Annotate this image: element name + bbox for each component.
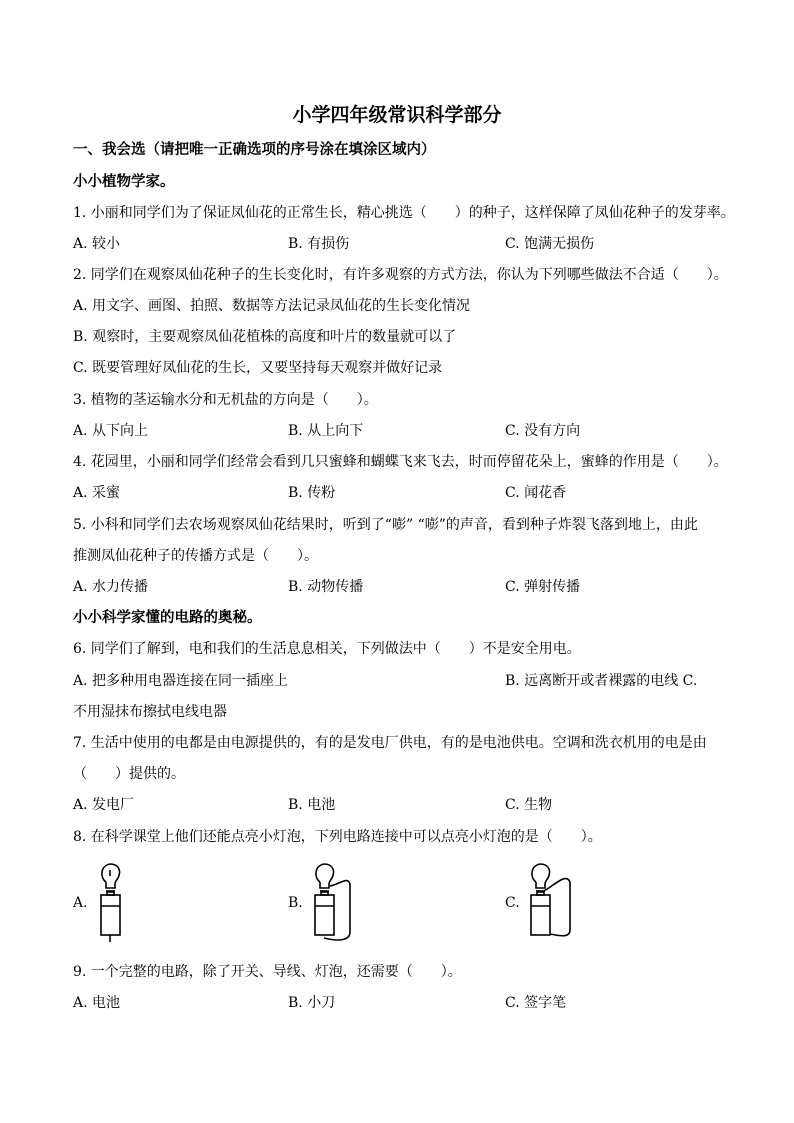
page-title: 小学四年级常识科学部分	[292, 104, 502, 126]
question-7-line2: （ ）提供的。	[73, 766, 185, 782]
q8-option-a[interactable]: A.	[73, 895, 88, 911]
subsection-circuits: 小小科学家懂的电路的奥秘。	[73, 610, 262, 626]
circuit-a-image	[96, 862, 130, 944]
q9-option-a[interactable]: A. 电池	[73, 995, 121, 1011]
q3-option-c[interactable]: C. 没有方向	[505, 423, 581, 439]
circuit-b-image	[310, 862, 356, 944]
question-8: 8. 在科学课堂上他们还能点亮小灯泡，下列电路连接中可以点亮小灯泡的是（ ）。	[73, 829, 602, 845]
q5-option-c[interactable]: C. 弹射传播	[505, 579, 581, 595]
q6-option-b[interactable]: B. 远离断开或者裸露的电线 C.	[505, 673, 698, 689]
question-9: 9. 一个完整的电路，除了开关、导线、灯泡，还需要（ ）。	[73, 964, 462, 980]
q5-option-b[interactable]: B. 动物传播	[288, 579, 364, 595]
q7-option-b[interactable]: B. 电池	[288, 797, 336, 813]
q9-option-c[interactable]: C. 签字笔	[505, 995, 567, 1011]
question-4: 4. 花园里，小丽和同学们经常会看到几只蜜蜂和蝴蝶飞来飞去，时而停留花朵上，蜜蜂的作用是（ ）。	[73, 454, 728, 470]
q4-option-c[interactable]: C. 闻花香	[505, 485, 567, 501]
question-1: 1. 小丽和同学们为了保证凤仙花的正常生长，精心挑选（ ）的种子，这样保障了凤仙花种子的发芽率。	[73, 205, 735, 221]
q3-option-b[interactable]: B. 从上向下	[288, 423, 364, 439]
q8-option-c[interactable]: C.	[505, 895, 520, 911]
q7-option-a[interactable]: A. 发电厂	[73, 797, 135, 813]
q4-option-a[interactable]: A. 采蜜	[73, 485, 121, 501]
q4-option-b[interactable]: B. 传粉	[288, 485, 336, 501]
q7-option-c[interactable]: C. 生物	[505, 797, 553, 813]
question-7-line1: 7. 生活中使用的电都是由电源提供的，有的是发电厂供电，有的是电池供电。空调和洗衣机用的电是由	[73, 735, 707, 751]
q1-option-b[interactable]: B. 有损伤	[288, 236, 350, 252]
q3-option-a[interactable]: A. 从下向上	[73, 423, 149, 439]
circuit-c-image	[526, 862, 576, 944]
section-heading: 一、我会选（请把唯一正确选项的序号涂在填涂区域内）	[73, 142, 436, 158]
q8-option-b[interactable]: B.	[288, 895, 303, 911]
question-5-line2: 推测凤仙花种子的传播方式是（ ）。	[73, 548, 318, 564]
question-6: 6. 同学们了解到，电和我们的生活息息相关，下列做法中（ ）不是安全用电。	[73, 641, 581, 657]
subsection-plants: 小小植物学家。	[73, 174, 175, 190]
q2-option-b[interactable]: B. 观察时，主要观察凤仙花植株的高度和叶片的数量就可以了	[73, 329, 457, 345]
q1-option-c[interactable]: C. 饱满无损伤	[505, 236, 595, 252]
q1-option-a[interactable]: A. 较小	[73, 236, 121, 252]
q5-option-a[interactable]: A. 水力传播	[73, 579, 149, 595]
q6-option-a[interactable]: A. 把多种用电器连接在同一插座上	[73, 673, 289, 689]
q6-option-c[interactable]: 不用湿抹布擦拭电线电器	[73, 704, 227, 720]
q2-option-a[interactable]: A. 用文字、画图、拍照、数据等方法记录凤仙花的生长变化情况	[73, 298, 471, 314]
question-2: 2. 同学们在观察凤仙花种子的生长变化时，有许多观察的方式方法，你认为下列哪些做法不合适（ ）。	[73, 267, 728, 283]
q2-option-c[interactable]: C. 既要管理好凤仙花的生长，又要坚持每天观察并做好记录	[73, 360, 443, 376]
question-5-line1: 5. 小科和同学们去农场观察凤仙花结果时，听到了“嘭” “嘭”的声音，看到种子炸裂飞落到地上，由此	[73, 517, 698, 533]
question-3: 3. 植物的茎运输水分和无机盐的方向是（ ）。	[73, 392, 378, 408]
q9-option-b[interactable]: B. 小刀	[288, 995, 336, 1011]
